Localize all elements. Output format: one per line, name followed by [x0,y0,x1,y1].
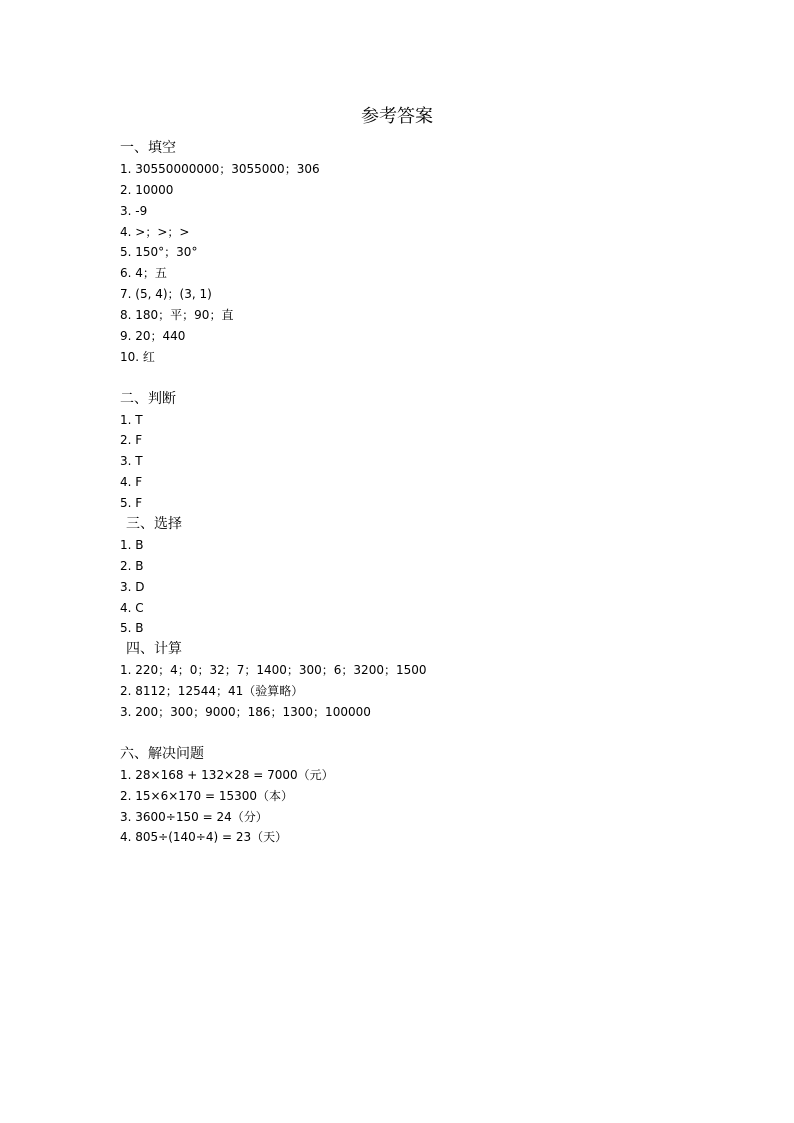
answer-line: 2. 8112；12544；41（验算略） [120,684,304,699]
answer-line: 4. C [120,600,144,615]
answer-line: 5. F [120,496,143,511]
answer-line: 1. T [120,412,143,427]
answer-line: 10. 红 [120,349,155,364]
answer-line: 5. 150°；30° [120,245,198,260]
answer-line: 1. 28×168 + 132×28 = 7000（元） [120,767,334,782]
section-heading-problem-solving: 六、解决问题 [120,745,204,762]
answer-line: 2. B [120,558,144,573]
section-heading-fill-in: 一、填空 [120,140,176,156]
answer-line: 9. 20；440 [120,329,186,344]
answer-line: 2. F [120,433,143,448]
answer-line: 1. 220；4；0；32；7；1400；300；6；3200；1500 [120,663,427,678]
answer-line: 6. 4；五 [120,266,167,281]
answer-line: 4. 805÷(140÷4) = 23（天） [120,830,288,845]
answer-line: 4. >；>；> [120,224,190,239]
answer-line: 8. 180；平；90；直 [120,308,234,323]
page-title: 参考答案 [361,106,433,127]
answer-line: 3. D [120,579,145,594]
answer-line: 2. 15×6×170 = 15300（本） [120,788,294,803]
section-heading-calculation: 四、计算 [126,641,182,658]
section-heading-multiple-choice: 三、选择 [126,516,182,533]
answer-line: 3. T [120,454,143,469]
answer-content [120,138,740,848]
answer-line: 3. -9 [120,203,148,218]
answer-line: 7. (5, 4)；(3, 1) [120,287,212,302]
answer-line: 1. 30550000000；3055000；306 [120,161,320,176]
answer-line: 3. 200；300；9000；186；1300；100000 [120,705,371,720]
answer-line: 5. B [120,621,144,636]
answer-line: 3. 3600÷150 = 24（分） [120,809,268,824]
answer-line: 1. B [120,537,144,552]
answer-line: 2. 10000 [120,182,174,197]
answer-line: 4. F [120,475,143,490]
section-heading-true-false: 二、判断 [120,390,176,407]
section-spacer [120,723,740,744]
section-spacer [120,368,740,389]
